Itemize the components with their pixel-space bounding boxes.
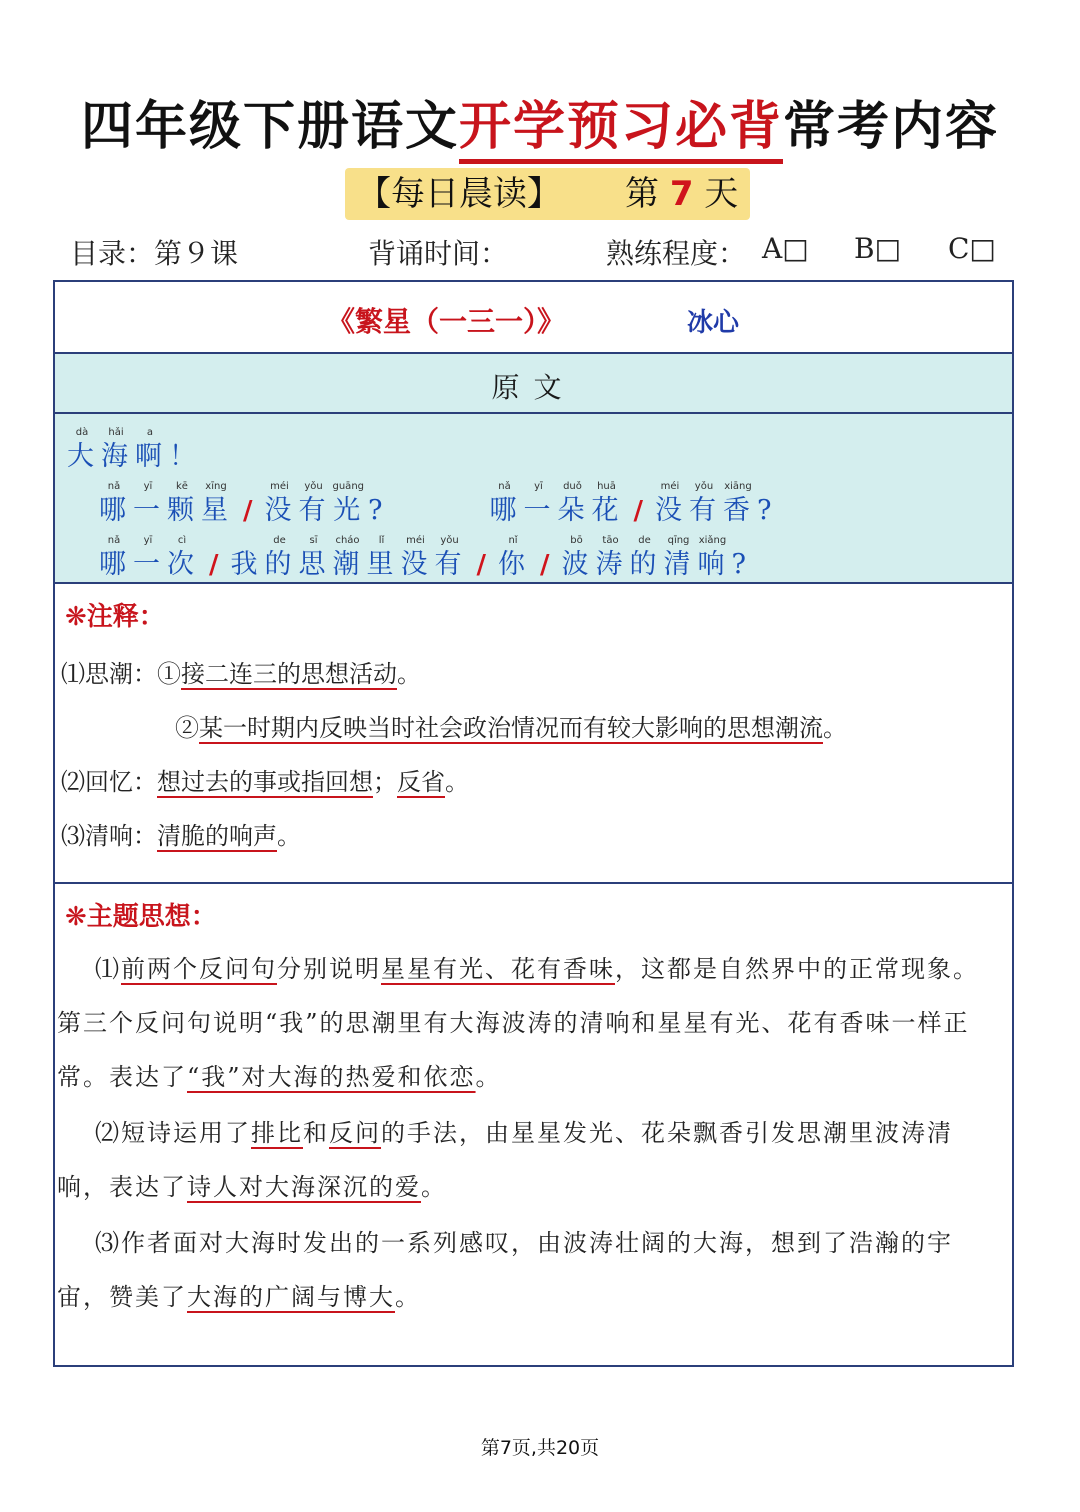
pinyin: guāng [332, 481, 364, 492]
hanzi: 潮 [332, 549, 363, 580]
char-with-pinyin [101, 426, 131, 474]
hanzi: ！ [169, 441, 199, 472]
text: ，这都是自然界中的正常现象。第三个反问句说明“我”的思潮里有大海波涛的清响和星星有光、花有香味一样正常。表达了 [57, 955, 979, 1091]
char-with-pinyin [133, 480, 163, 528]
char-with-pinyin [169, 426, 199, 474]
pinyin: méi [406, 535, 425, 546]
char-with-pinyin [368, 480, 385, 528]
pause-slash: / [243, 496, 253, 526]
char-with-pinyin [596, 534, 626, 582]
hanzi: 清 [663, 549, 694, 580]
text: 和 [303, 1119, 329, 1147]
char-with-pinyin [167, 534, 197, 582]
note-num: ② [175, 714, 199, 742]
char-with-pinyin [401, 534, 431, 582]
note-end: 。 [397, 660, 421, 688]
poem-phrase [560, 535, 751, 582]
poem-line-1 [65, 426, 201, 474]
note-end: 。 [823, 714, 847, 742]
original-text-label: 原文 [491, 371, 576, 404]
char-with-pinyin [299, 534, 329, 582]
pinyin: qīng [667, 535, 690, 546]
grade-a-checkbox[interactable]: A□ [762, 232, 809, 265]
hanzi: 次 [167, 549, 197, 580]
pause-slash: / [476, 550, 486, 580]
grade-b-checkbox[interactable]: B□ [854, 232, 902, 265]
poem-line-2 [97, 480, 776, 528]
note-label: ⑵回忆： [61, 768, 157, 796]
text: 。 [421, 1173, 447, 1201]
pinyin: yī [534, 481, 543, 492]
proficiency-label: 熟练程度： [606, 237, 747, 270]
char-with-pinyin [489, 480, 519, 528]
pinyin: yī [143, 481, 153, 492]
pinyin: méi [660, 481, 680, 492]
hanzi: 响 [697, 549, 728, 580]
note-3 [61, 816, 301, 851]
hanzi: 的 [264, 549, 295, 580]
key-phrase: 星星有光、花有香味 [381, 955, 615, 983]
key-phrase: 排比 [251, 1119, 303, 1147]
pinyin: nǎ [107, 481, 121, 492]
pinyin: nǐ [508, 535, 518, 546]
poem-phrase [263, 481, 388, 528]
note-sep: ； [373, 768, 397, 796]
hanzi: 朵 [557, 495, 588, 526]
pinyin: nǎ [498, 481, 511, 492]
pinyin: dà [75, 427, 89, 438]
key-phrase: 反问 [329, 1119, 381, 1147]
hanzi: ? [368, 495, 386, 526]
pinyin: hǎi [108, 427, 124, 438]
poem-title: 《繁星（一三一）》 [327, 305, 566, 338]
pinyin: xiǎng [698, 535, 727, 546]
char-with-pinyin [133, 534, 163, 582]
note-def: 清脆的响声 [157, 822, 277, 850]
poem-author: 冰心 [687, 308, 740, 338]
poem-line-1-text [65, 427, 201, 474]
poem-phrase [653, 481, 776, 528]
pinyin: sī [309, 535, 318, 546]
char-with-pinyin [67, 426, 97, 474]
content-card [53, 280, 1014, 1367]
catalog-label: 目录：第９课 [70, 237, 239, 270]
char-with-pinyin [523, 480, 553, 528]
pinyin: yǒu [694, 481, 714, 492]
pinyin: duǒ [563, 481, 582, 492]
hanzi: 花 [591, 495, 622, 526]
char-with-pinyin [333, 534, 363, 582]
note-end: 。 [277, 822, 301, 850]
page-number: 第7页,共20页 [480, 1437, 600, 1459]
pinyin: de [273, 535, 286, 546]
hanzi: 里 [366, 549, 397, 580]
banner-label: 【每日晨读】 [357, 174, 561, 214]
theme-paragraph-3 [57, 1216, 1002, 1324]
char-with-pinyin [562, 534, 592, 582]
text: ⑵短诗运用了 [95, 1119, 251, 1147]
pinyin: yǒu [440, 535, 459, 546]
note-end: 。 [445, 768, 469, 796]
pinyin: huā [597, 481, 616, 492]
char-with-pinyin [557, 480, 587, 528]
pinyin: de [638, 535, 651, 546]
pause-slash: / [540, 550, 550, 580]
hanzi: 一 [133, 495, 163, 526]
meta-row [0, 232, 1080, 272]
note-label: ⑴思潮： [61, 660, 157, 688]
text: 的手法，由星星发光、花朵飘香引发思潮里波涛清响，表达了 [57, 1119, 953, 1201]
grade-c-checkbox[interactable]: C□ [948, 232, 996, 265]
poem-line-3 [97, 534, 751, 582]
poem-body [55, 414, 1012, 584]
hanzi: 有 [434, 549, 465, 580]
poem-phrase [97, 481, 233, 528]
char-with-pinyin [367, 534, 397, 582]
hanzi: 海 [101, 441, 131, 472]
title-part-a: 四年级下册语文 [80, 97, 459, 157]
note-1b [175, 708, 847, 743]
theme-heading: ❋主题思想： [65, 902, 217, 932]
pinyin: cì [177, 535, 187, 546]
pause-slash: / [209, 550, 219, 580]
text: ⑶作者面对大海时发出的一系列感叹，由波涛壮阔的大海，想到了浩瀚的宇宙，赞美了 [57, 1229, 953, 1311]
hanzi: 哪 [99, 549, 129, 580]
notes-section [55, 584, 1012, 884]
text: ⑴ [95, 955, 121, 983]
hanzi: 的 [629, 549, 660, 580]
char-with-pinyin [723, 480, 753, 528]
title-highlight: 开学预习必背 [459, 97, 783, 164]
text: 分别说明 [277, 955, 381, 983]
char-with-pinyin [435, 534, 465, 582]
pinyin: lǐ [378, 535, 385, 546]
hanzi: 你 [498, 549, 528, 580]
hanzi: 光 [333, 495, 364, 526]
page-title [0, 84, 1080, 159]
key-phrase: “我”对大海的热爱和依恋 [187, 1063, 476, 1091]
key-phrase: 大海的广阔与博大 [187, 1283, 395, 1311]
pinyin: kē [176, 481, 188, 492]
banner-day [625, 168, 738, 220]
char-with-pinyin [655, 480, 685, 528]
hanzi: 波 [561, 549, 592, 580]
char-with-pinyin [99, 534, 129, 582]
note-def: 某一时期内反映当时社会政治情况而有较大影响的思想潮流 [199, 714, 823, 742]
char-with-pinyin [591, 480, 621, 528]
poem-phrase [487, 481, 623, 528]
original-text-header [55, 354, 1012, 414]
note-num: ① [157, 660, 181, 688]
hanzi: ? [731, 549, 749, 580]
text: 。 [395, 1283, 421, 1311]
poem-phrase [496, 535, 530, 582]
char-with-pinyin [732, 534, 749, 582]
pinyin: xīng [205, 481, 227, 492]
banner-day-suffix: 天 [704, 174, 739, 214]
pinyin: xiāng [724, 481, 752, 492]
hanzi: 有 [688, 495, 719, 526]
note-def: 想过去的事或指回想 [157, 768, 373, 796]
char-with-pinyin [99, 480, 129, 528]
char-with-pinyin [664, 534, 694, 582]
hanzi: 哪 [489, 495, 520, 526]
char-with-pinyin [231, 534, 261, 582]
theme-paragraph-2 [57, 1106, 1002, 1214]
char-with-pinyin [201, 480, 231, 528]
recite-time-label: 背诵时间： [368, 237, 509, 270]
char-with-pinyin [299, 480, 329, 528]
banner-day-prefix: 第 [625, 174, 659, 214]
hanzi: ? [756, 495, 775, 526]
pinyin: méi [270, 481, 289, 492]
note-1 [61, 654, 421, 689]
hanzi: 有 [298, 495, 329, 526]
theme-section [55, 884, 1012, 1365]
daily-reading-banner [345, 168, 750, 220]
hanzi: 涛 [595, 549, 626, 580]
notes-heading: ❋注释： [65, 602, 165, 632]
char-with-pinyin [757, 480, 774, 528]
char-with-pinyin [698, 534, 728, 582]
char-with-pinyin [167, 480, 197, 528]
pinyin: tāo [602, 535, 619, 546]
note-label: ⑶清响： [61, 822, 157, 850]
key-phrase: 诗人对大海深沉的爱 [187, 1173, 421, 1201]
hanzi: 一 [523, 495, 554, 526]
hanzi: 香 [722, 495, 753, 526]
char-with-pinyin [630, 534, 660, 582]
theme-paragraph-1 [57, 942, 1002, 1104]
char-with-pinyin [265, 534, 295, 582]
poem-title-row [55, 282, 1012, 354]
char-with-pinyin [333, 480, 365, 528]
char-with-pinyin [689, 480, 719, 528]
hanzi: 星 [201, 495, 231, 526]
hanzi: 大 [67, 441, 97, 472]
title-part-c: 常考内容 [783, 97, 1000, 157]
hanzi: 一 [133, 549, 163, 580]
pinyin: bō [570, 535, 583, 546]
pinyin: a [146, 427, 154, 438]
hanzi: 哪 [99, 495, 129, 526]
char-with-pinyin [498, 534, 528, 582]
char-with-pinyin [135, 426, 165, 474]
hanzi: 没 [654, 495, 685, 526]
note-def: 接二连三的思想活动 [181, 660, 397, 688]
poem-phrase [97, 535, 199, 582]
note-2 [61, 762, 469, 797]
note-def: 反省 [397, 768, 445, 796]
hanzi: 我 [230, 549, 261, 580]
pinyin: nǎ [107, 535, 121, 546]
pause-slash: / [633, 496, 643, 526]
pinyin: yī [143, 535, 153, 546]
text: 。 [475, 1063, 502, 1091]
hanzi: 思 [298, 549, 329, 580]
hanzi: 颗 [167, 495, 197, 526]
key-phrase: 前两个反问句 [121, 955, 277, 983]
banner-day-number: 7 [669, 174, 694, 214]
pinyin: yǒu [304, 481, 323, 492]
hanzi: 没 [400, 549, 431, 580]
hanzi: 啊 [135, 441, 165, 472]
pinyin: cháo [335, 535, 360, 546]
char-with-pinyin [265, 480, 295, 528]
hanzi: 没 [264, 495, 295, 526]
poem-phrase [229, 535, 467, 582]
